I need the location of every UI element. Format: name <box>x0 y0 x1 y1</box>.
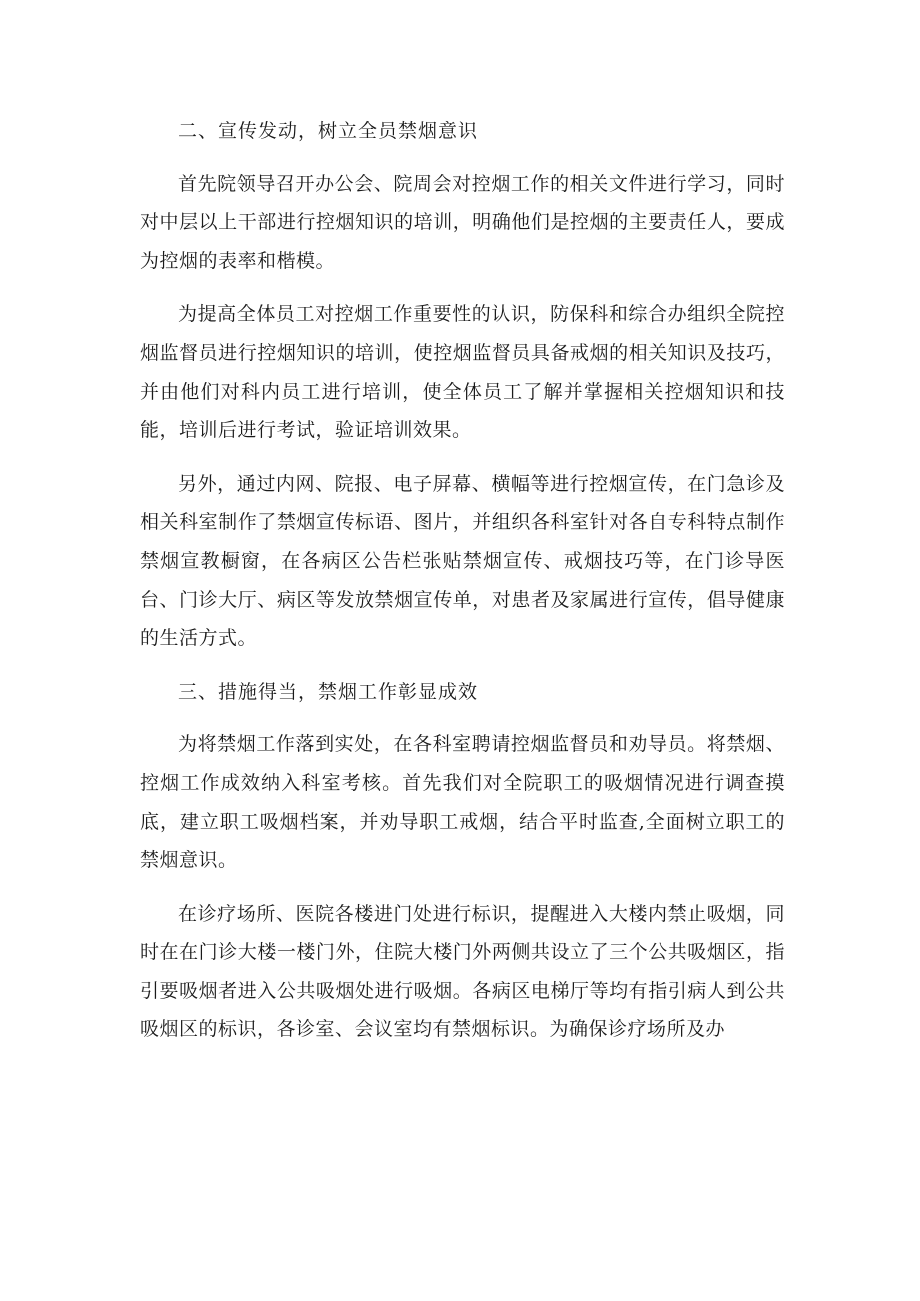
paragraph-leadership-study: 首先院领导召开办公会、院周会对控烟工作的相关文件进行学习，同时对中层以上干部进行控烟知识的培训，明确他们是控烟的主要责任人，要成为控烟的表率和楷模。 <box>140 172 785 272</box>
paragraph-publicity-channels: 另外，通过内网、院报、电子屏幕、横幅等进行控烟宣传，在门急诊及相关科室制作了禁烟宣传标语、图片，并组织各科室针对各自专科特点制作禁烟宣教橱窗，在各病区公告栏张贴禁烟宣传、戒烟技巧等，在门诊导医台、门诊大厅、病区等发放禁烟宣传单，对患者及家属进行宣传，倡导健康的生活方式。 <box>140 472 785 650</box>
paragraph-supervisors: 为将禁烟工作落到实处，在各科室聘请控烟监督员和劝导员。将禁烟、控烟工作成效纳入科室考核。首先我们对全院职工的吸烟情况进行调查摸底，建立职工吸烟档案，并劝导职工戒烟，结合平时监查,全面树立职工的禁烟意识。 <box>140 733 785 872</box>
document-body <box>140 112 785 1064</box>
paragraph-staff-training: 为提高全体员工对控烟工作重要性的认识，防保科和综合办组织全院控烟监督员进行控烟知识的培训，使控烟监督员具备戒烟的相关知识及技巧，并由他们对科内员工进行培训，使全体员工了解并掌握相关控烟知识和技能，培训后进行考试，验证培训效果。 <box>140 303 785 442</box>
section-heading-measures: 三、措施得当，禁烟工作彰显成效 <box>178 680 479 703</box>
paragraph-smoking-areas: 在诊疗场所、医院各楼进门处进行标识，提醒进入大楼内禁止吸烟，同时在在门诊大楼一楼门外，住院大楼门外两侧共设立了三个公共吸烟区，指引要吸烟者进入公共吸烟处进行吸烟。各病区电梯厅等均有指引病人到公共吸烟区的标识，各诊室、会议室均有禁烟标识。为确保诊疗场所及办 <box>140 902 785 1041</box>
section-heading-publicity: 二、宣传发动，树立全员禁烟意识 <box>178 120 479 142</box>
